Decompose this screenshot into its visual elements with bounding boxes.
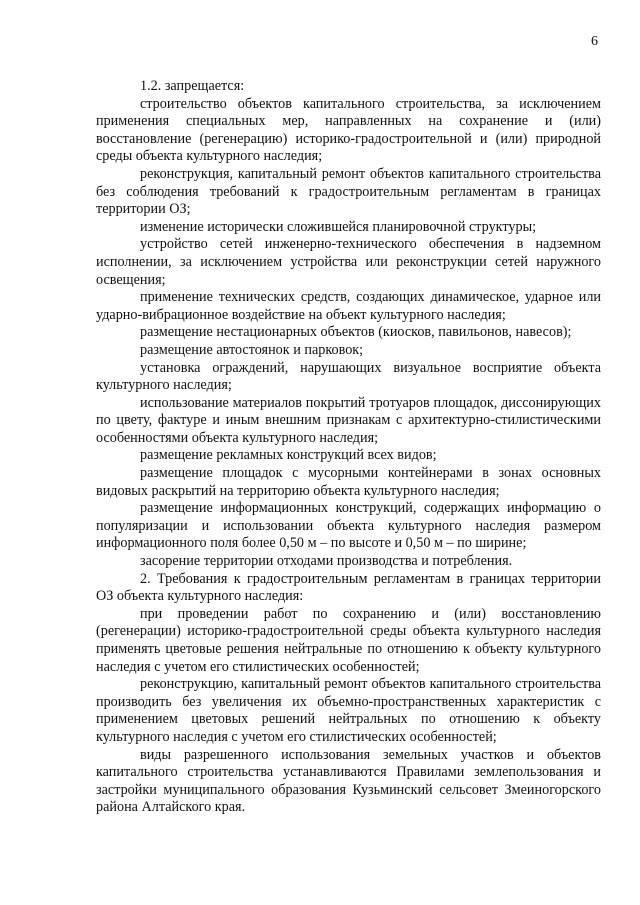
paragraph: реконструкцию, капитальный ремонт объектов капитального строительства производить без увеличения их объемно-пространственных характеристик с применением цветовых решений нейтральных по отношению к объекту культурного наследия с учетом его стилистических особенностей; <box>96 676 601 745</box>
paragraph: установка ограждений, нарушающих визуальное восприятие объекта культурного наследия; <box>96 359 601 394</box>
paragraph: реконструкция, капитальный ремонт объектов капитального строительства без соблюдения требований к градостроительным регламентам в границах территории ОЗ; <box>96 165 601 218</box>
paragraph: изменение исторически сложившейся планировочной структуры; <box>140 218 537 235</box>
paragraph: 1.2. запрещается: <box>140 78 245 94</box>
paragraph: устройство сетей инженерно-технического обеспечения в надземном исполнении, за исключением устройства или реконструкции сетей наружного освещения; <box>96 236 601 288</box>
paragraph: размещение нестационарных объектов (киосков, павильонов, навесов); <box>140 324 572 341</box>
paragraph: виды разрешенного использования земельных участков и объектов капитального строительства устанавливаются Правилами землепользования и застройки муниципального образования Кузьминский сельсовет Змеиногорского района Алтайского края. <box>96 746 601 816</box>
paragraph: использование материалов покрытий тротуаров площадок, диссонирующих по цвету, фактуре и иным внешним признакам с архитектурно-стилистическими особенностями объекта культурного наследия; <box>96 394 601 446</box>
paragraph: размещение автостоянок и парковок; <box>140 341 364 358</box>
paragraph: при проведении работ по сохранению и (или) восстановлению (регенерации) историко-градостроительной среды объекта культурного наследия применять цветовые решения нейтральные по отношению к объекту культурного наследия с учетом его стилистических особенностей; <box>96 605 601 675</box>
paragraph: размещение информационных конструкций, содержащих информацию о популяризации и использовании объекта культурного наследия размером информационного поля более 0,50 м – по высоте и 0,50 м – по ширине; <box>96 500 601 552</box>
paragraph: применение технических средств, создающих динамическое, ударное или ударно-вибрационное воздействие на объект культурного наследия; <box>96 289 601 323</box>
paragraph: размещение рекламных конструкций всех видов; <box>140 447 437 464</box>
paragraph: 2. Требования к градостроительным регламентам в границах территории ОЗ объекта культурного наследия: <box>96 570 601 605</box>
paragraph: размещение площадок с мусорными контейнерами в зонах основных видовых раскрытий на территорию объекта культурного наследия; <box>96 465 601 499</box>
paragraph: засорение территории отходами производства и потребления. <box>140 553 513 570</box>
paragraph: строительство объектов капитального строительства, за исключением применения специальных мер, направленных на сохранение и (или) восстановление (регенерацию) историко-градостроительной и (или) природной среды объекта культурного наследия; <box>96 95 601 165</box>
document-body <box>96 78 601 817</box>
page-number: 6 <box>591 34 598 49</box>
